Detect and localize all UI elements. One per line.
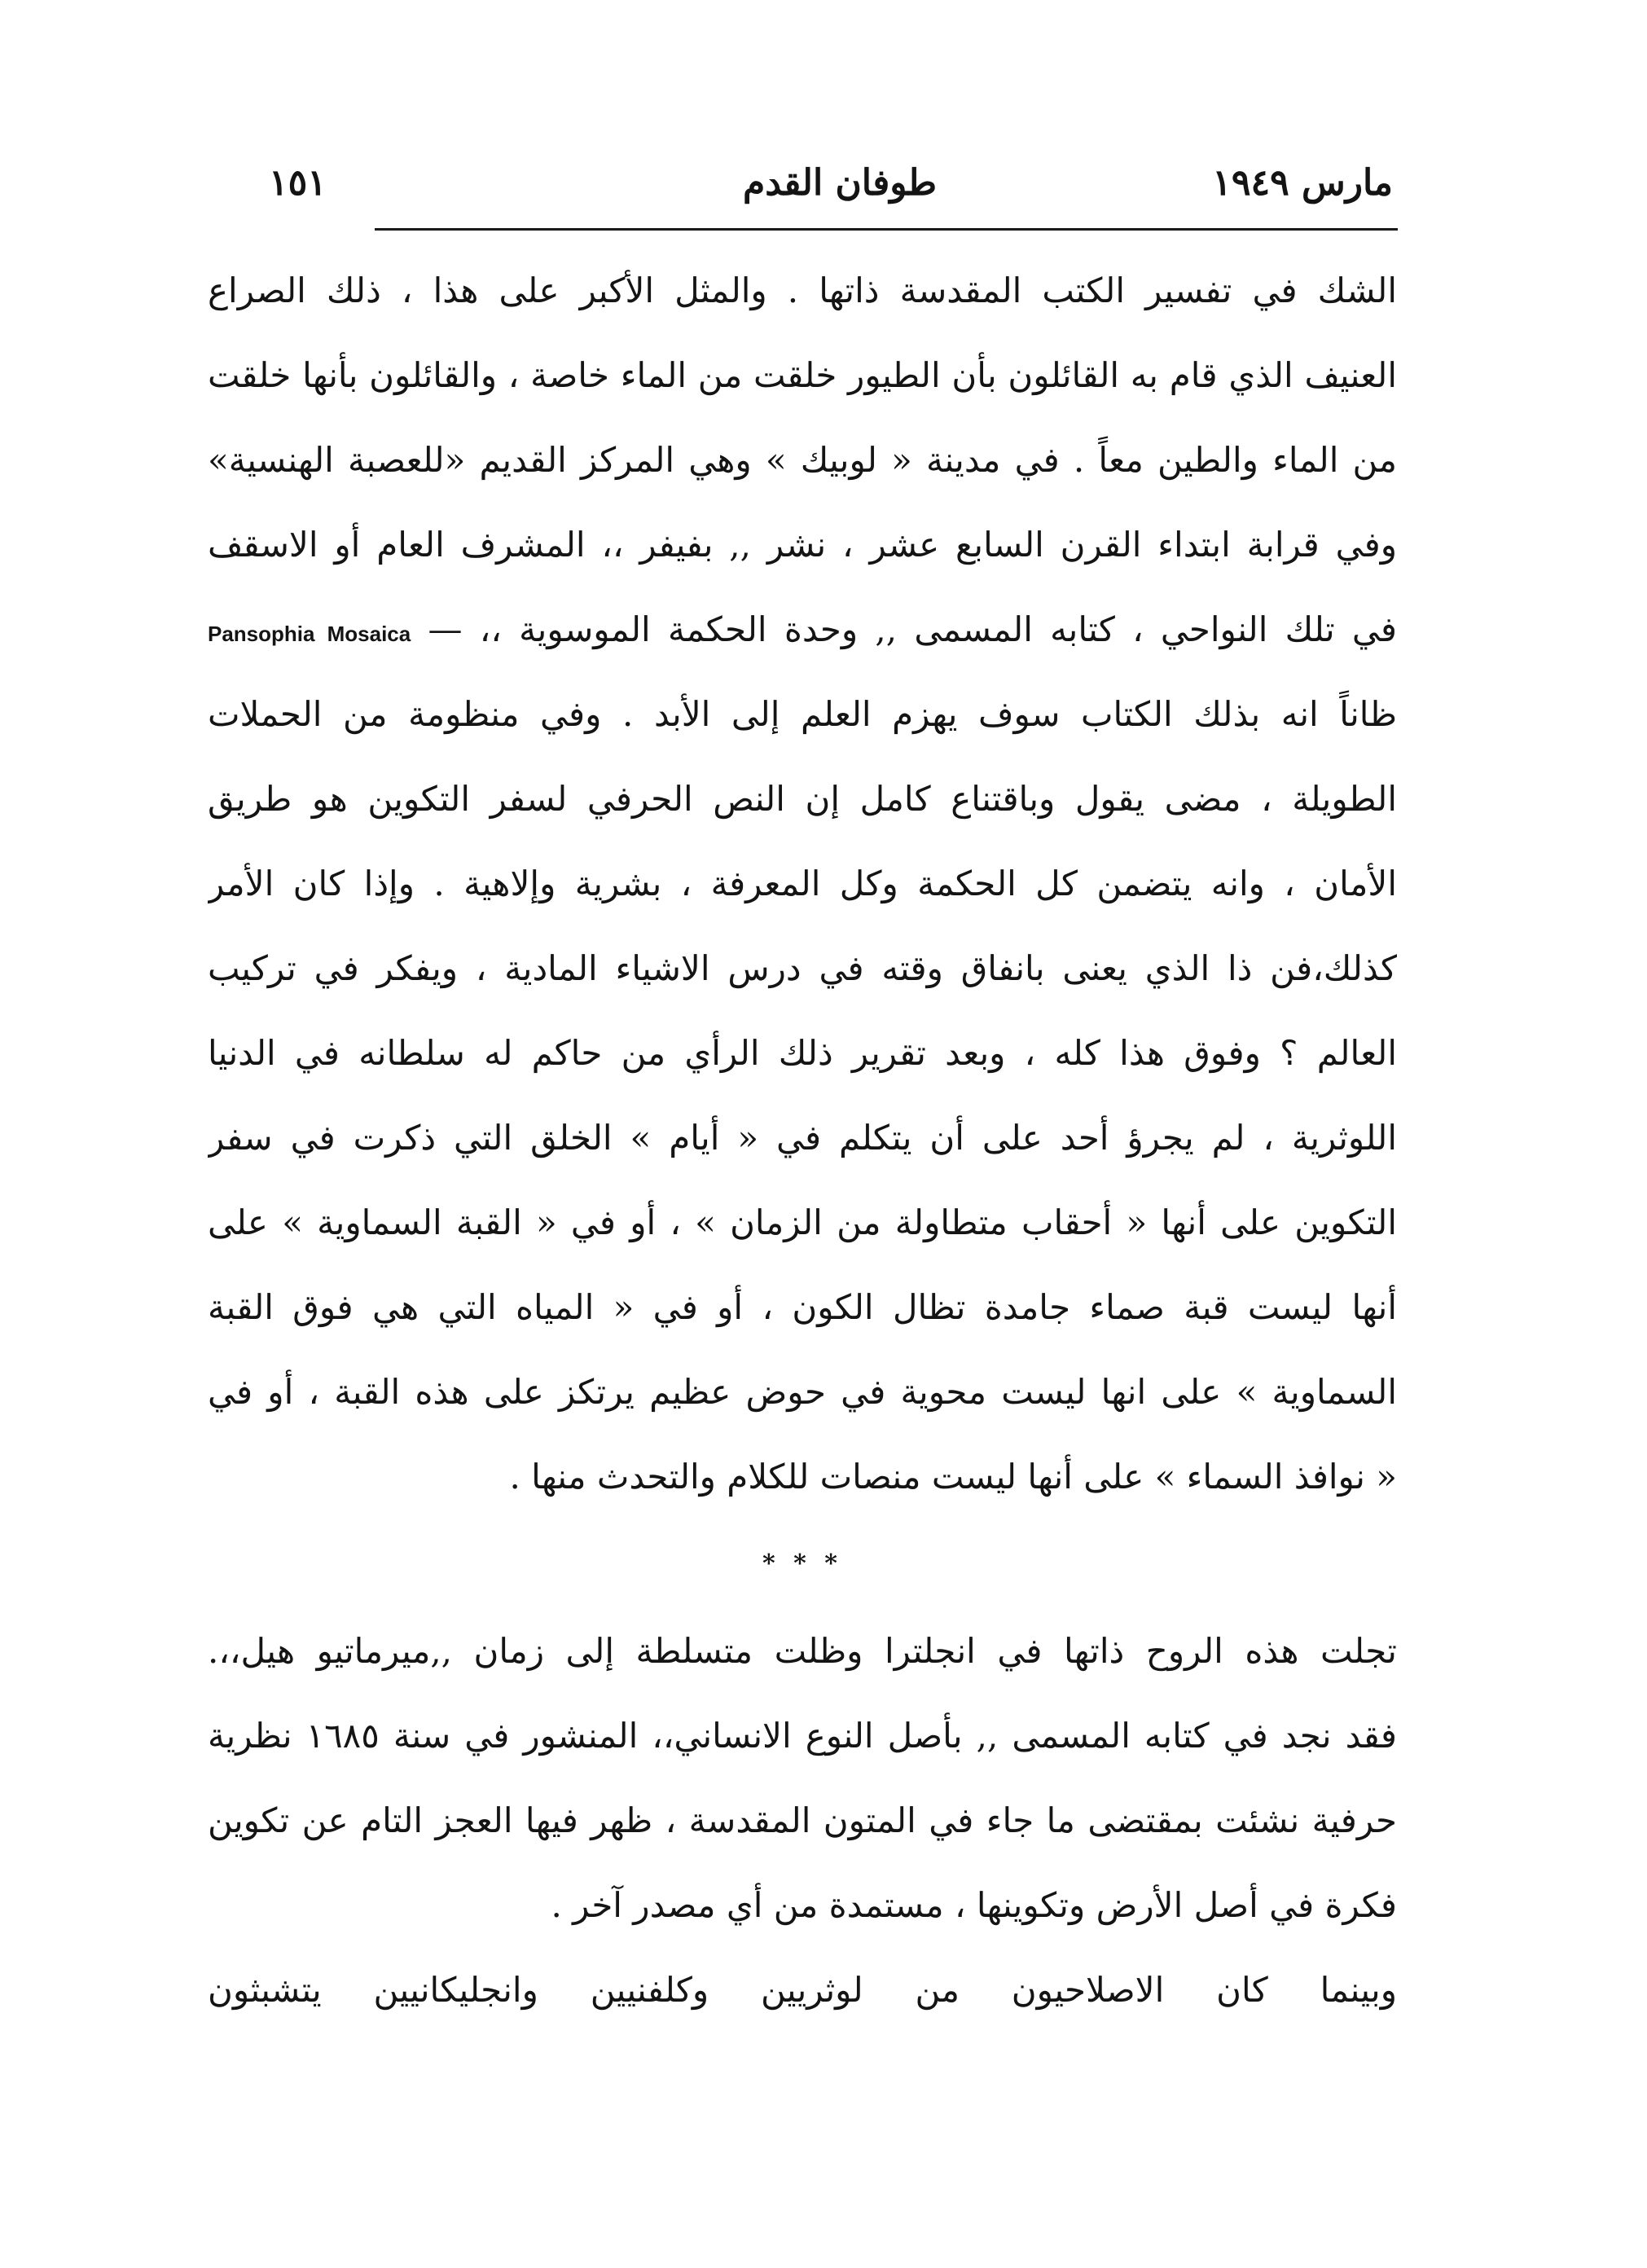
text-line: وفي قرابة ابتداء القرن السابع عشر ، نشر ,, بفيفر ،، المشرف العام أو الاسقف <box>208 525 1397 565</box>
text-line: أنها ليست قبة صماء جامدة تظال الكون ، أو في « المياه التي هي فوق القبة <box>208 1287 1397 1327</box>
text-line-with-latin <box>208 587 1397 672</box>
issue-date: مارس ١٩٤٩ <box>1212 162 1393 204</box>
section-separator: * * * <box>762 1549 842 1578</box>
text-line: اللوثرية ، لم يجرؤ أحد على أن يتكلم في « أيام » الخلق التي ذكرت في سفر <box>208 1118 1397 1158</box>
text-line: الأمان ، وانه يتضمن كل الحكمة وكل المعرفة ، بشرية وإلاهية . وإذا كان الأمر <box>208 864 1397 903</box>
text-line: السماوية » على انها ليست محوية في حوض عظيم يرتكز على هذه القبة ، أو في <box>208 1372 1397 1412</box>
text-line: حرفية نشئت بمقتضى ما جاء في المتون المقدسة ، ظهر فيها العجز التام عن تكوين <box>208 1800 1397 1840</box>
header-rule <box>375 228 1398 231</box>
text-line: وبينما كان الاصلاحيون من لوثريين وكلفنيين وانجليكانيين يتشبثون <box>208 1970 1397 2010</box>
text-line: التكوين على أنها « أحقاب متطاولة من الزمان » ، أو في « القبة السماوية » على <box>208 1202 1397 1242</box>
paragraph-3 <box>208 1948 1397 2033</box>
paragraph-1 <box>208 248 1397 1519</box>
text-line: « نوافذ السماء » على أنها ليست منصات للكلام والتحدث منها . <box>509 1457 1397 1497</box>
page-number: ١٥١ <box>269 162 327 204</box>
body-text <box>208 248 1397 2033</box>
text-line: الطويلة ، مضى يقول وباقتناع كامل إن النص الحرفي لسفر التكوين هو طريق <box>208 779 1397 819</box>
text-line: كذلك،فن ذا الذي يعنى بانفاق وقته في درس الاشياء المادية ، ويفكر في تركيب <box>208 948 1397 988</box>
text-line: العالم ؟ وفوق هذا كله ، وبعد تقرير ذلك الرأي من حاكم له سلطانه في الدنيا <box>208 1033 1397 1073</box>
running-head <box>269 151 1393 216</box>
chapter-title: طوفان القدم <box>742 162 937 204</box>
latin-book-title: Pansophia Mosaica <box>208 622 411 646</box>
text-line: الشك في تفسير الكتب المقدسة ذاتها . والمثل الأكبر على هذا ، ذلك الصراع <box>208 270 1397 310</box>
text-line: من الماء والطين معاً . في مدينة « لوبيك » وهي المركز القديم «للعصبة الهنسية» <box>208 440 1397 480</box>
text-line: فقد نجد في كتابه المسمى ,, بأصل النوع الانساني،، المنشور في سنة ١٦٨٥ نظرية <box>208 1716 1397 1756</box>
text-segment: في تلك النواحي ، كتابه المسمى ,, وحدة الحكمة الموسوية ،، — <box>428 609 1397 649</box>
paragraph-2 <box>208 1609 1397 1948</box>
text-line: ظاناً انه بذلك الكتاب سوف يهزم العلم إلى الأبد . وفي منظومة من الحملات <box>208 694 1397 734</box>
text-line: العنيف الذي قام به القائلون بأن الطيور خلقت من الماء خاصة ، والقائلون بأنها خلقت <box>208 355 1397 395</box>
text-line: تجلت هذه الروح ذاتها في انجلترا وظلت متسلطة إلى زمان ,,ميرماتيو هيل،،. <box>208 1631 1397 1671</box>
text-line: فكرة في أصل الأرض وتكوينها ، مستمدة من أي مصدر آخر . <box>551 1885 1397 1925</box>
